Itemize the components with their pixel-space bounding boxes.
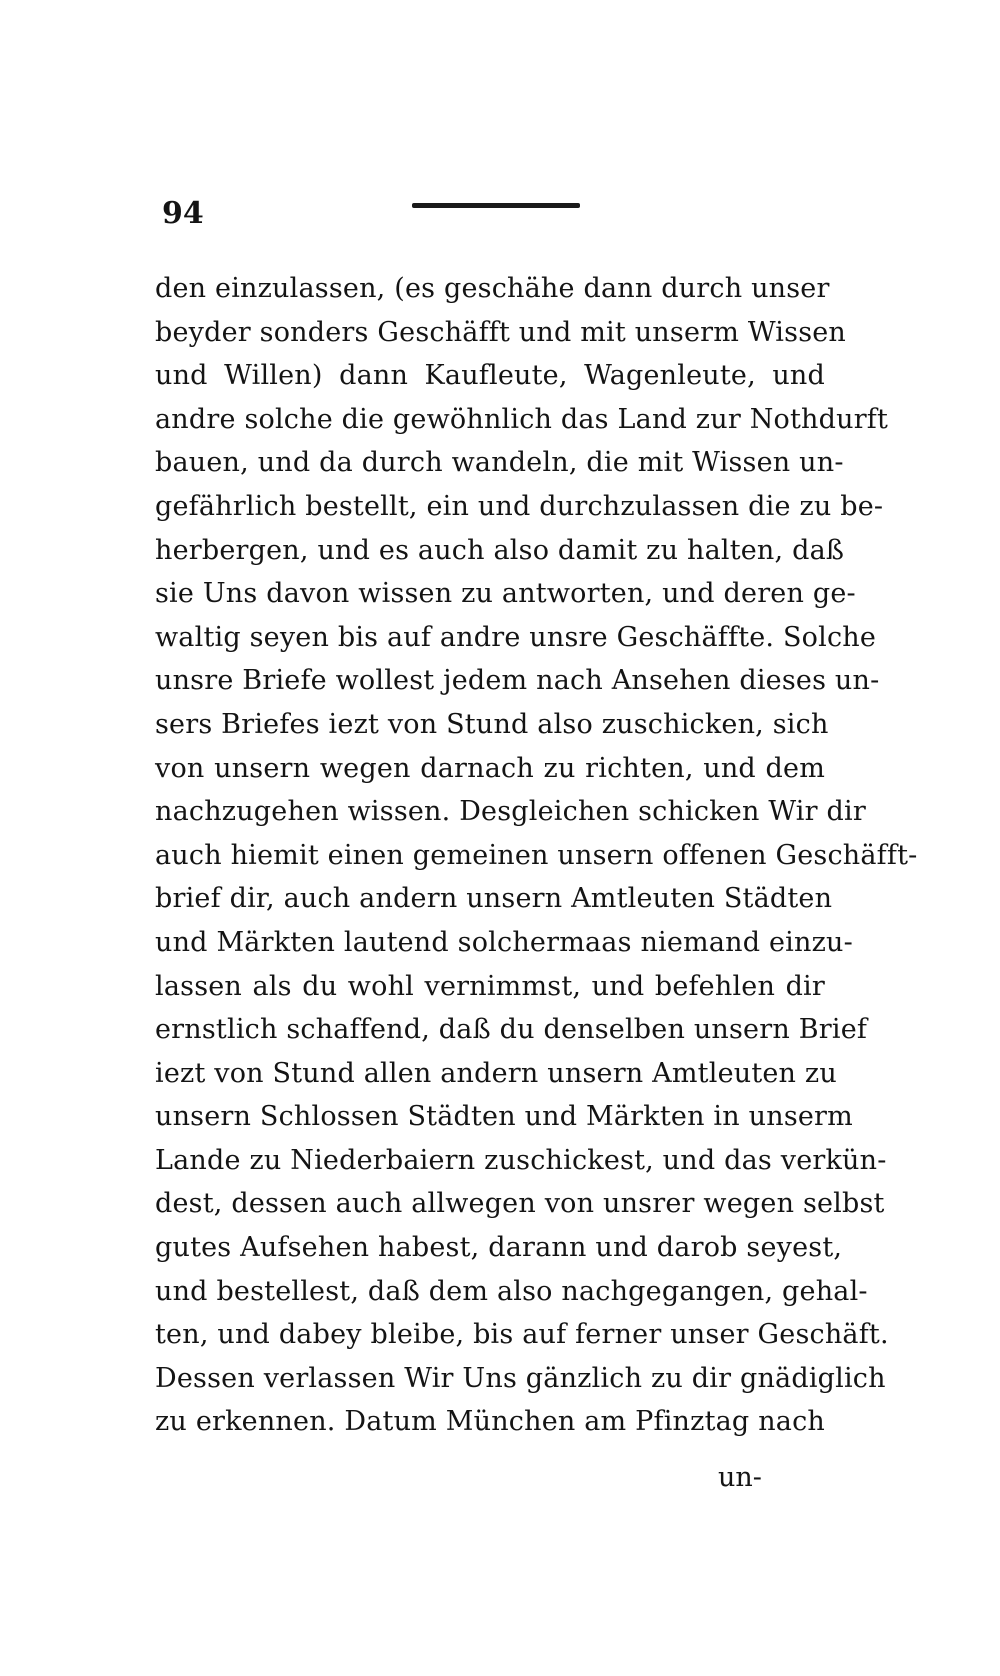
text-line: auch hiemit einen gemeinen unsern offenen Geschäfft- [155, 839, 918, 871]
text-line: nachzugehen wissen. Desgleichen schicken Wir dir [155, 796, 866, 828]
text-line: dest, dessen auch allwegen von unsrer wegen selbst [155, 1188, 885, 1220]
text-line: beyder sonders Geschäfft und mit unserm Wissen [155, 316, 847, 348]
text-line: sie Uns davon wissen zu antworten, und deren ge- [155, 578, 856, 610]
page-number: 94 [162, 196, 204, 231]
header-rule [412, 203, 580, 208]
body-text [155, 267, 918, 1444]
text-line: unsre Briefe wollest jedem nach Ansehen dieses un- [155, 665, 880, 697]
text-line: herbergen, und es auch also damit zu halten, daß [155, 534, 845, 566]
text-line: bauen, und da durch wandeln, die mit Wissen un- [155, 447, 844, 479]
text-line: und bestellest, daß dem also nachgegangen, gehal- [155, 1275, 868, 1307]
text-line: gefährlich bestellt, ein und durchzulassen die zu be- [155, 490, 884, 522]
text-line: zu erkennen. Datum München am Pfinztag nach [155, 1406, 825, 1438]
text-line: lassen als du wohl vernimmst, und befehlen dir [155, 970, 825, 1002]
text-line: unsern Schlossen Städten und Märkten in unserm [155, 1101, 853, 1133]
text-line: den einzulassen, (es geschähe dann durch unser [155, 273, 830, 304]
text-line: sers Briefes iezt von Stund also zuschicken, sich [155, 708, 829, 740]
text-line: ernstlich schaffend, daß du denselben unsern Brief [155, 1014, 868, 1046]
text-line: brief dir, auch andern unsern Amtleuten Städten [155, 883, 833, 915]
text-line: von unsern wegen darnach zu richten, und dem [155, 752, 825, 784]
text-line: Lande zu Niederbaiern zuschickest, und das verkün- [155, 1144, 887, 1176]
text-line: Dessen verlassen Wir Uns gänzlich zu dir gnädiglich [155, 1362, 886, 1394]
text-line: gutes Aufsehen habest, darann und darob seyest, [155, 1232, 843, 1264]
text-line: und Märkten lautend solchermaas niemand einzu- [155, 926, 853, 958]
text-line: und Willen) dann Kaufleute, Wagenleute, und [155, 360, 825, 392]
text-line: andre solche die gewöhnlich das Land zur Nothdurft [155, 403, 889, 435]
text-line: iezt von Stund allen andern unsern Amtleuten zu [155, 1057, 837, 1089]
text-line: waltig seyen bis auf andre unsre Geschäffte. Solche [155, 621, 877, 653]
catchword: un- [718, 1462, 762, 1493]
text-line: ten, und dabey bleibe, bis auf ferner unser Geschäft. [155, 1319, 889, 1351]
